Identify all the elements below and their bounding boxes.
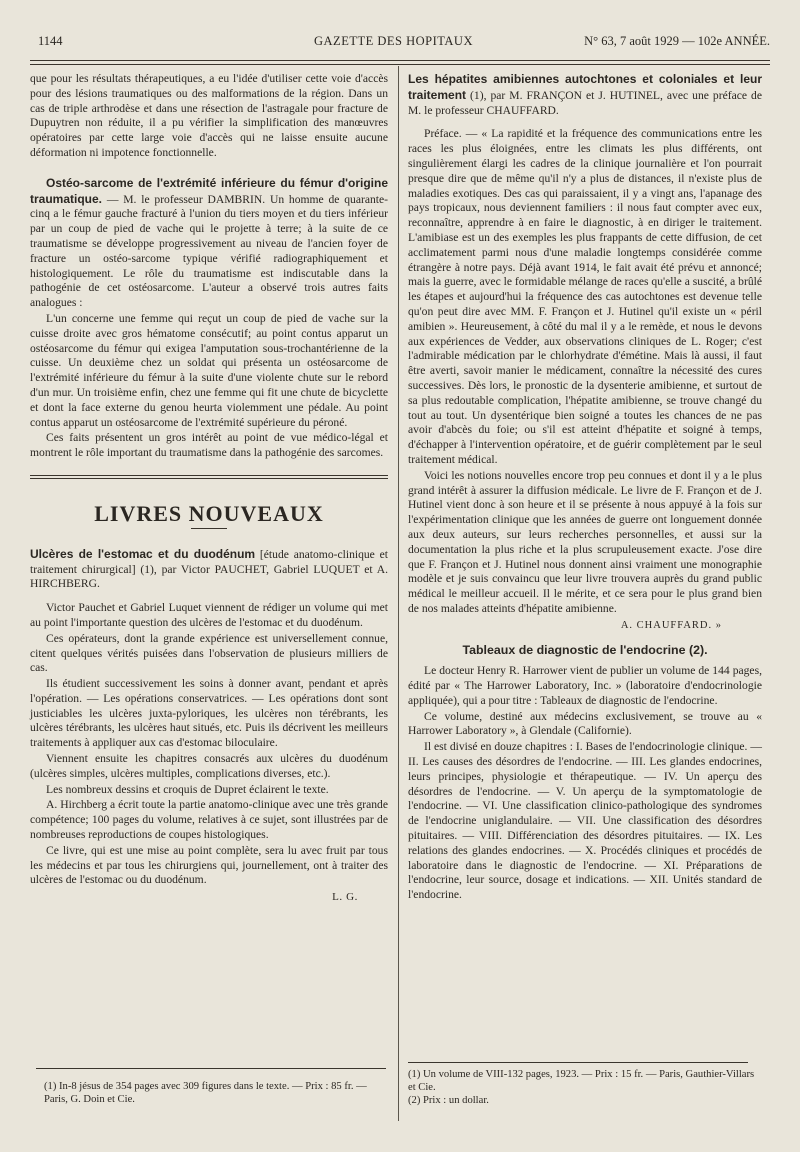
- book2-signature: A. CHAUFFARD. »: [620, 619, 722, 631]
- book1-body-1: Victor Pauchet et Gabriel Luquet viennent de rédiger un volume qui met au point l'importante question des ulcères de l'estomac et du duodénum.: [30, 601, 388, 629]
- intro-continuation: que pour les résultats thérapeutiques, a eu l'idée d'utiliser cette voie d'accès pour des lésions traumatiques ou des malformations de la région. Dans un cas de triple arthrodèse et dans une résection de l'astragale pour fracture de Dupuytren non réduite, il a pu vérifier la simplification des manœuvres opératoires par cette large voie d'accès qui ne laisse ensuite aucune déformation ni impotence fonctionnelle.: [30, 72, 388, 159]
- left-footnote-rule: [36, 1068, 386, 1069]
- left-footnote: (1) In-8 jésus de 354 pages avec 309 figures dans le texte. — Prix : 85 fr. — Paris, G. Doin et Cie.: [44, 1081, 367, 1105]
- right-footnote-2: (2) Prix : un dollar.: [408, 1095, 489, 1106]
- osteo-body-1: Un homme de quarante-cinq a le fémur gauche fracturé à l'union du tiers moyen et du tiers inférieur par un coup de pied de vache qui le projette à terre; à la suite de ce traumatisme se développe progressivement au niveau de l'ancien foyer de fracture un ostéo-sarcome typique vérifié radiographiquement et histologiquement. Le rôle du traumatisme est indiscutable dans la pathogénie de cet ostéosarcome. L'auteur a observé trois autres faits analogues :: [30, 192, 389, 310]
- page-number: 1144: [38, 34, 63, 48]
- book3-body-3: Il est divisé en douze chapitres : I. Bases de l'endocrinologie clinique. — II. Les causes des désordres de l'endocrine. — III. Les glandes endocrines, leurs principes, physiologie et thérapeutique. — IV. Un aperçu des désordres de l'endocrine. — V. Un aperçu de la symptomatologie de l'endocrine. — VI. Une classification clinico-pathologique des syndromes de l'endocrine uniglandulaire. — VII. Une classification des désordres pituitaires. — VIII. Différenciation des désordres pituitaires. — IX. Les relations des glandes endocrines. — X. Procédés cliniques et procédés de laboratoire dans le diagnostic de l'endocrine. — XI. Préparations de l'endocrine, leur source, dosage et indications. — XII. Unités standard de l'endocrine.: [408, 740, 762, 902]
- book1-body-6: A. Hirchberg a écrit toute la partie anatomo-clinique avec une très grande compétence; 100 pages du volume, relatives à ce sujet, sont illustrées par de nombreuses reproductions de coupes histologiques.: [30, 798, 388, 842]
- book1-body-7: Ce livre, qui est une mise au point complète, sera lu avec fruit par tous les médecins et par tous les chirurgiens qui, journellement, ont à traiter des ulcères de l'estomac ou du duodénum.: [30, 843, 388, 887]
- book1-signature: [30, 890, 388, 905]
- book2-body-2: Voici les notions nouvelles encore trop peu connues et dont il y a le plus grand intérêt à assurer la diffusion médicale. Le livre de F. Françon et de J. Hutinel vient donc à son heure et il se présente à nous appuyé à la fois sur l'expérimentation clinique que les années de guerre ont longuement donnée aux deux auteurs, sur leurs recherches personnelles, et aussi sur la documentation la plus riche et la plus scrupuleusement exacte. J'ose dire que F. Françon et J. Hutinel nous donnent ainsi vraiment une monographie modèle et je suis convaincu que leur livre trouvera auprès du grand public médical le meilleur accueil. Il le mérite, et ce sera pour le plus grand bien de nos malades atteints d'hépatite amibienne.: [408, 468, 762, 615]
- book1-body-5: Les nombreux dessins et croquis de Dupret éclairent le texte.: [46, 782, 329, 796]
- book3-body-1: Le docteur Henry R. Harrower vient de publier un volume de 144 pages, édité par « The Harrower Laboratory, Inc. » (laboratoire d'endocrinologie appliquée), qui a pour titre : Tableaux de diagnostic de l'endocrine.: [408, 664, 762, 707]
- section-rule: [30, 475, 388, 476]
- right-footnote-1: (1) Un volume de VIII-132 pages, 1923. — Prix : 15 fr. — Paris, Gauthier-Villars et Cie.: [408, 1069, 755, 1093]
- right-footnotes: [408, 1068, 758, 1107]
- right-column: [408, 72, 762, 904]
- book2-preface: Préface. — « La rapidité et la fréquence des communications entre les races les plus éloignées, entre les climats les plus différents, ont singulièrement élargi les cadres de la clinique journalière et l'on pourrait presque dire que de même qu'il n'y a plus de distances, il n'existe plus de maladies exotiques. Des cas qui paraissaient, il y a vingt ans, l'apanage des pays tropicaux, nous deviennent familiers : il nous faut compter avec eux, reconnaître, apprendre à en faire le diagnostic, à en diriger le traitement. L'amibiase est un des exemples les plus frappants de cette diffusion, de cet acclimatement parmi nous d'une maladie longtemps considérée comme étrangère à notre pays. Déjà avant 1914, le fait avait été prévu et annoncé; mais la guerre, avec le formidable mélange de races qu'elle a suscité, a brûlé les étapes et aujourd'hui la fréquence des cas autochtones est devenue telle qu'on peut dire avec MM. F. Françon et J. Hutinel qu'il existe un « péril amibien ». Heureusement, à côté du mal il y a le remède, et nous le devons aux expériences de Vedder, aux observations cliniques de L. Roger; c'est l'admirable médication par le chlorhydrate d'émétine. Mais là aussi, il faut être averti, savoir manier le médicament, connaître la nécessité des cures successives. Dès lors, le pronostic de la dysenterie amibienne, et surtout de sa plus redoutable complication, l'hépatite amibienne, se trouve changé du tout au tout. Un dysentérique bien soigné a toutes les chances de ne pas avoir d'abcès du foie; ou s'il est atteint d'hépatite et soigné à temps, d'échapper à l'intervention opératoire, et de guérir complètement par le seul traitement médical.: [408, 127, 762, 466]
- osteo-body-3: Ces faits présentent un gros intérêt au point de vue médico-légal et montrent le rôle important du traumatisme dans la pathogénie des sarcomes.: [30, 431, 388, 460]
- book2-heading: [408, 72, 762, 118]
- book1-subtitle: [étude anatomo-clinique et traitement chirurgical] (1), par Victor PAUCHET, Gabriel LUQUET et A. HIRCHBERG.: [30, 547, 388, 591]
- osteo-title: Ostéo-sarcome de l'extrémité inférieure du fémur d'origine traumatique.: [30, 175, 388, 206]
- column-divider: [398, 66, 399, 1121]
- header-rule: [30, 60, 770, 61]
- right-footnote-rule: [408, 1062, 748, 1063]
- left-column: [30, 72, 388, 905]
- section-title: LIVRES NOUVEAUX: [94, 500, 324, 526]
- book1-body-4: Viennent ensuite les chapitres consacrés aux ulcères du duodénum (ulcères simples, ulcères multiples, complications diverses, etc.).: [30, 752, 388, 780]
- book1-body-3: Ils étudient successivement les soins à donner avant, pendant et après l'opération. — Les opérations conservatrices. — Les opérations dont sont justiciables les ulcères juxta-pyloriques, les ulcères non térébrants, les ulcères térébrants, les ulcères haut situés, etc. Puis ils décrivent les meilleurs traitements à appliquer aux cas d'estomac biloculaire.: [30, 677, 388, 750]
- book3-title: Tableaux de diagnostic de l'endocrine (2).: [462, 643, 708, 658]
- osteo-heading-para: [30, 176, 388, 311]
- book2-subtitle: (1), par M. FRANÇON et J. HUTINEL, avec une préface de M. le professeur CHAUFFARD.: [408, 88, 762, 117]
- book3-body-2: Ce volume, destiné aux médecins exclusivement, se trouve au « Harrower Laboratory », à Glendale (Californie).: [408, 709, 762, 738]
- page-header: [38, 34, 770, 56]
- osteo-body-2: L'un concerne une femme qui reçut un coup de pied de vache sur la cuisse droite avec gros hématome consécutif; au point contus apparut un ostéosarcome du fémur qui exigea l'amputation sous-trochantérienne de la cuisse. Un deuxième chez un soldat qui présenta un ostéosarcome de l'extrémité inférieure du fémur à la suite d'une violente chute sur le rebord d'un mur. Un troisième enfin, chez une femme qui fit une chute de bicyclette et dont la face externe du genou heurta violemment une pédale. Au point contus apparut un ostéosarcome de l'extrémité supérieure du péroné.: [30, 311, 388, 429]
- book1-heading: [30, 547, 388, 592]
- section-short-rule: [191, 528, 227, 529]
- book1-body-2: Ces opérateurs, dont la grande expérience est universellement connue, citent quelques vérités puisées dans l'observation de plusieurs milliers de cas.: [30, 631, 388, 675]
- book1-title: Ulcères de l'estomac et du duodénum: [30, 546, 256, 561]
- osteo-author: — M. le professeur DAMBRIN.: [106, 192, 266, 206]
- issue-info: N° 63, 7 août 1929 — 102e ANNÉE.: [584, 34, 770, 48]
- book2-title: Les hépatites amibiennes autochtones et coloniales et leur traitement: [408, 72, 762, 102]
- journal-title: GAZETTE DES HOPITAUX: [314, 34, 473, 48]
- book1-signature-text: L. G.: [332, 891, 358, 904]
- header-rule-thin: [30, 64, 770, 65]
- section-rule-thin: [30, 478, 388, 479]
